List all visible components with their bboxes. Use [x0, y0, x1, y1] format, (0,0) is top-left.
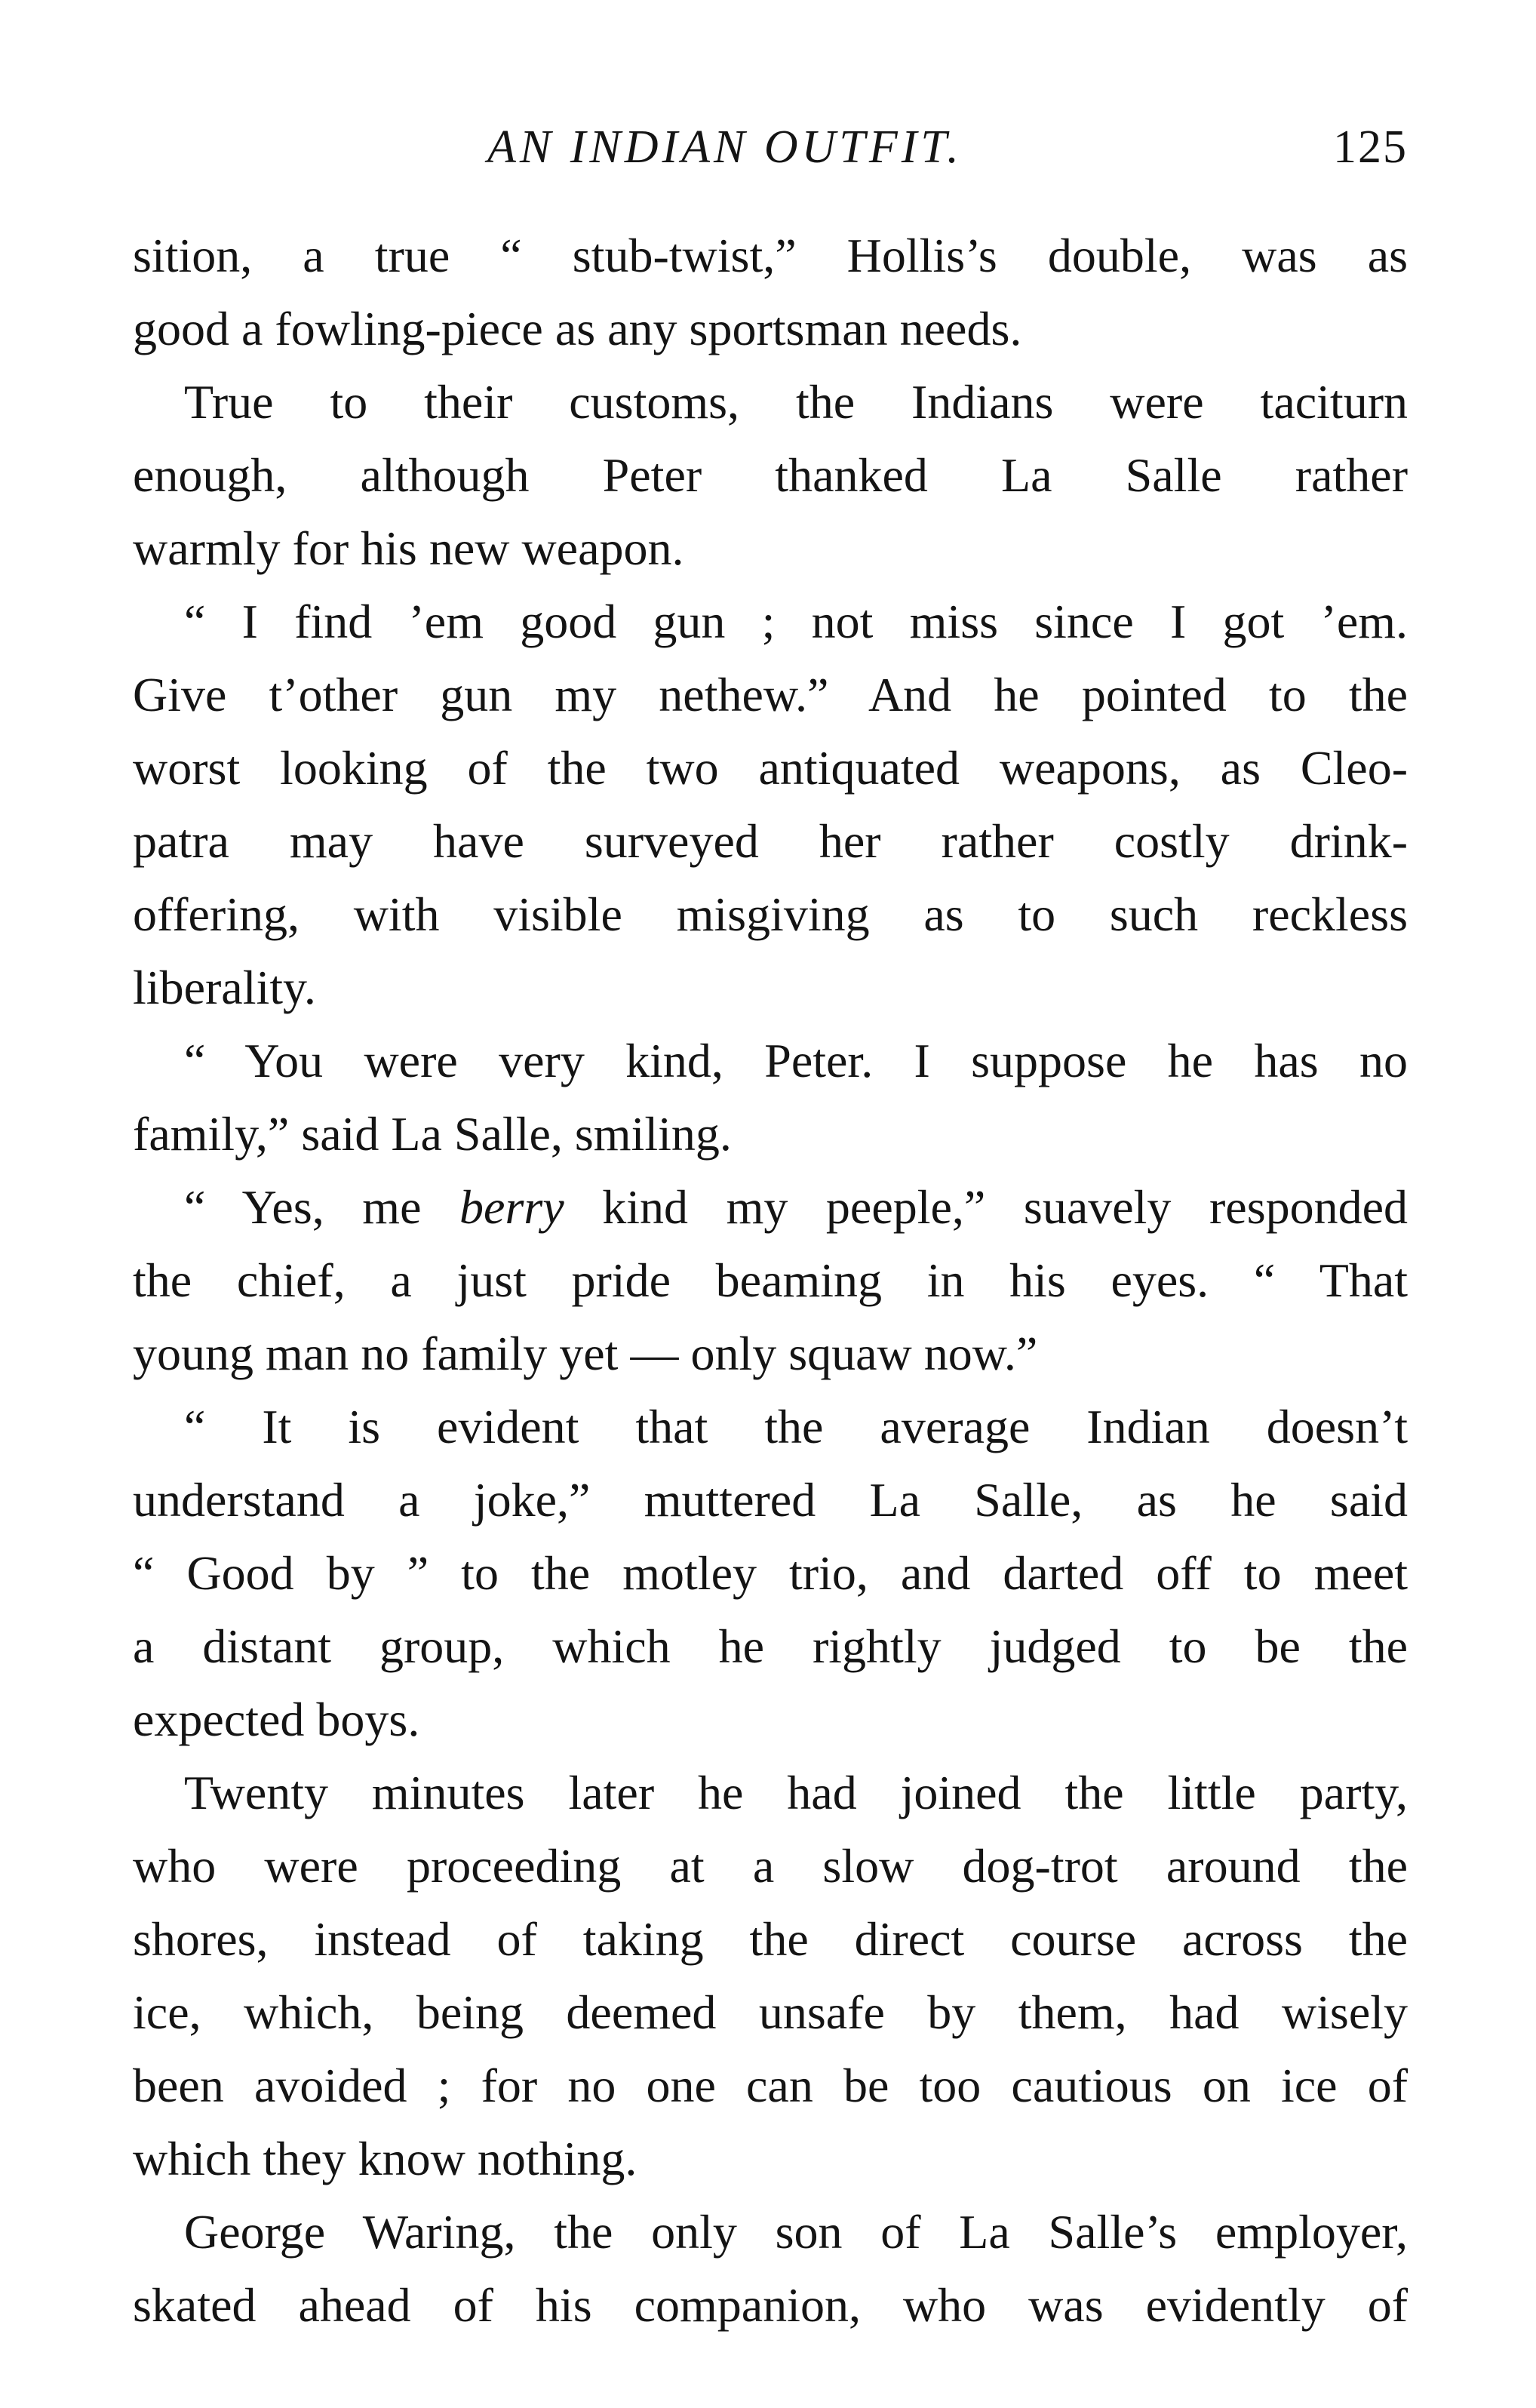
text-body	[133, 219, 1408, 2342]
text-line: sition, a true “ stub-twist,” Hollis’s double, was as	[133, 229, 1408, 282]
text-line: which they know nothing.	[133, 2132, 637, 2185]
text-line: “ I find ’em good gun ; not miss since I got ’em.	[184, 595, 1408, 648]
text-line: understand a joke,” muttered La Salle, as he said	[133, 1473, 1408, 1527]
text-line: offering, with visible misgiving as to such reckless	[133, 887, 1408, 941]
text-line: who were proceeding at a slow dog-trot around the	[133, 1839, 1408, 1893]
running-title: AN INDIAN OUTFIT.	[487, 121, 963, 173]
text-line: expected boys.	[133, 1693, 420, 1746]
text-line: a distant group, which he rightly judged to be the	[133, 1619, 1408, 1673]
text-line: young man no family yet — only squaw now.”	[133, 1327, 1038, 1380]
text-line: George Waring, the only son of La Salle’s employer,	[184, 2205, 1408, 2259]
text-line: liberality.	[133, 961, 316, 1014]
text-line: worst looking of the two antiquated weapons, as Cleo-	[133, 741, 1408, 795]
text-line: shores, instead of taking the direct course across the	[133, 1912, 1408, 1966]
text-line: Twenty minutes later he had joined the little party,	[184, 1766, 1408, 1819]
page-number: 125	[1333, 121, 1408, 173]
text-line: been avoided ; for no one can be too cautious on ice of	[133, 2059, 1408, 2112]
text-line: warmly for his new weapon.	[133, 521, 684, 575]
text-line: “ Yes, me berry kind my peeple,” suavely responded	[184, 1180, 1408, 1234]
text-line: good a fowling-piece as any sportsman needs.	[133, 302, 1022, 355]
text-line: enough, although Peter thanked La Salle rather	[133, 448, 1408, 502]
text-line: skated ahead of his companion, who was evidently of	[133, 2278, 1408, 2332]
text-line: patra may have surveyed her rather costly drink-	[133, 814, 1408, 868]
text-line: family,” said La Salle, smiling.	[133, 1107, 732, 1161]
text-line: ice, which, being deemed unsafe by them, had wisely	[133, 1985, 1408, 2039]
text-line: Give t’other gun my nethew.” And he pointed to the	[133, 668, 1408, 721]
text-line: True to their customs, the Indians were taciturn	[184, 375, 1408, 429]
running-head	[133, 113, 1408, 181]
text-line: “ You were very kind, Peter. I suppose he has no	[184, 1034, 1408, 1087]
text-line: “ It is evident that the average Indian doesn’t	[184, 1400, 1408, 1453]
text-line: the chief, a just pride beaming in his eyes. “ That	[133, 1253, 1408, 1307]
text-line: “ Good by ” to the motley trio, and darted off to meet	[133, 1546, 1408, 1600]
